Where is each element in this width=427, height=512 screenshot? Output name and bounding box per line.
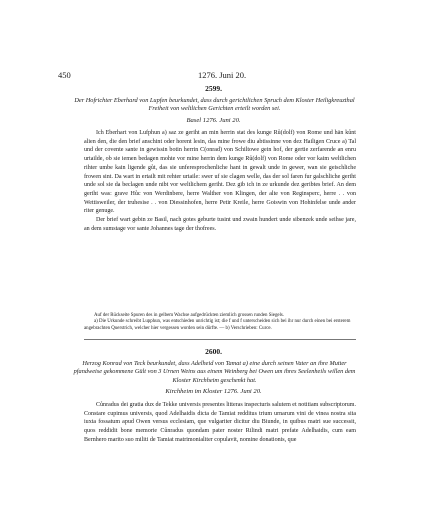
dateline: Basel 1276. Juni 20. [186,117,241,124]
footnotes [84,313,356,332]
page-number: 450 [58,70,71,80]
footnote: a) Die Urkunde schreibt Lupphun, was entschieden unrichtig ist; die f und f unterscheiden sich bei ihr nur durch einen bei ersterem angebrachten Querstrich, welcher hier vergessen worden sein dürfte. — b) Verschrieben: Curce. [84,319,351,331]
paragraph: Der brief wart gebin ze Basil, nach gotes geburte tusint und zwain hundert unde sibenzek unde seihse jare, an dem sumstage vor sante Johannes tage der thofrees. [84,217,356,232]
document-number: 2599. [205,84,222,93]
document-number: 2600. [205,347,222,356]
paragraph: Ich Eberhart von Lufphun a) saz ze geriht an min herrin stat des kunge Rů(dolf) von Rome und hān kůnt alien den, die den brief anschint oder horent lesin, das mine frowe diu abtissinne von dez Hailigen Cruce a) Tal und der covente sante in gewissin botin herrin C(onrad) von Schiltowe gein hof, der gertie zerfarende an enru urtailde, ob sie iemen bedagen mohte vor mine herrin dem kunge Rů(dolf) von Rome oder vor kaim weltlichen rihter umbe kain ligende gůt, das sie unferesprochenliche hant in gewalt unde in gewer, wan sie geischliche frowen sint. Da wart in ertailt mit rehter urtaile: swer uf sie clagen welle, das der sol faren fur galschliche geriht unde sol sie da beclagen unde nibt vor weltlichem geriht. Dez gib ich in ze urkunde dez geribtes brief. An dem geriht was: grave Hůc von Werdinbere, herre Walther von Klingen, der alte von Reginsperc, herre . . von Wettisweiler, der truhesise . . von Diessinhofen, herre Petir Kreile, herre Goiswin von Hohinfelse unde ander riter genuge. [84,130,356,215]
running-title: 1276. Juni 20. [198,70,247,80]
paragraph: Cůnradus dei gratia dux de Tekke universis presentes litteras inspecturis salutem et notitiam subscriptorum. Constare cupimus universis, quod Adelhaidis dicta de Tamiat redditus trium urnarum vini de vinea nostra sita iuxta fossatum apud Owen versus ecclesiam, que vulgariter dicitur diu Biunde, in quibus matri sue successit, quos reddidit bone memorie Cůnradus quondam pater noster Rilindi matri prefate Adelhaidis, cum eam Bernhero marito suo militi de Tamiat matrimonialiter copulavit, nomine donationis, que [84,402,356,443]
regest: Der Hofrichter Eberhard von Lupfen beurkundet, dass durch gerichtlichen Spruch dem Kloster Heiligkreuzthal Freiheit von weltlichen Gerichten erteilt worden sei. [74,97,355,113]
document-body [84,401,356,445]
running-header [58,70,358,82]
separator-rule [84,339,356,340]
footnote: Auf der Rückseite Spuren des in gelbem Wachse aufgedrückten ziemlich grossen runden Siegels. [94,313,285,318]
dateline: Kirchheim im Kloster 1276. Juni 20. [165,388,262,395]
document-body [84,129,356,233]
regest: Herzog Konrad von Teck beurkundet, dass Adelheid von Tamat a) eine durch seinen Vater an ihre Mutter pfandweise gekommene Gült von 3 Urnen Weins aus einem Weinberg bei Owen um ihres Seelenheils willen dem Kloster Kirchheim geschenkt hat. [73,360,356,384]
